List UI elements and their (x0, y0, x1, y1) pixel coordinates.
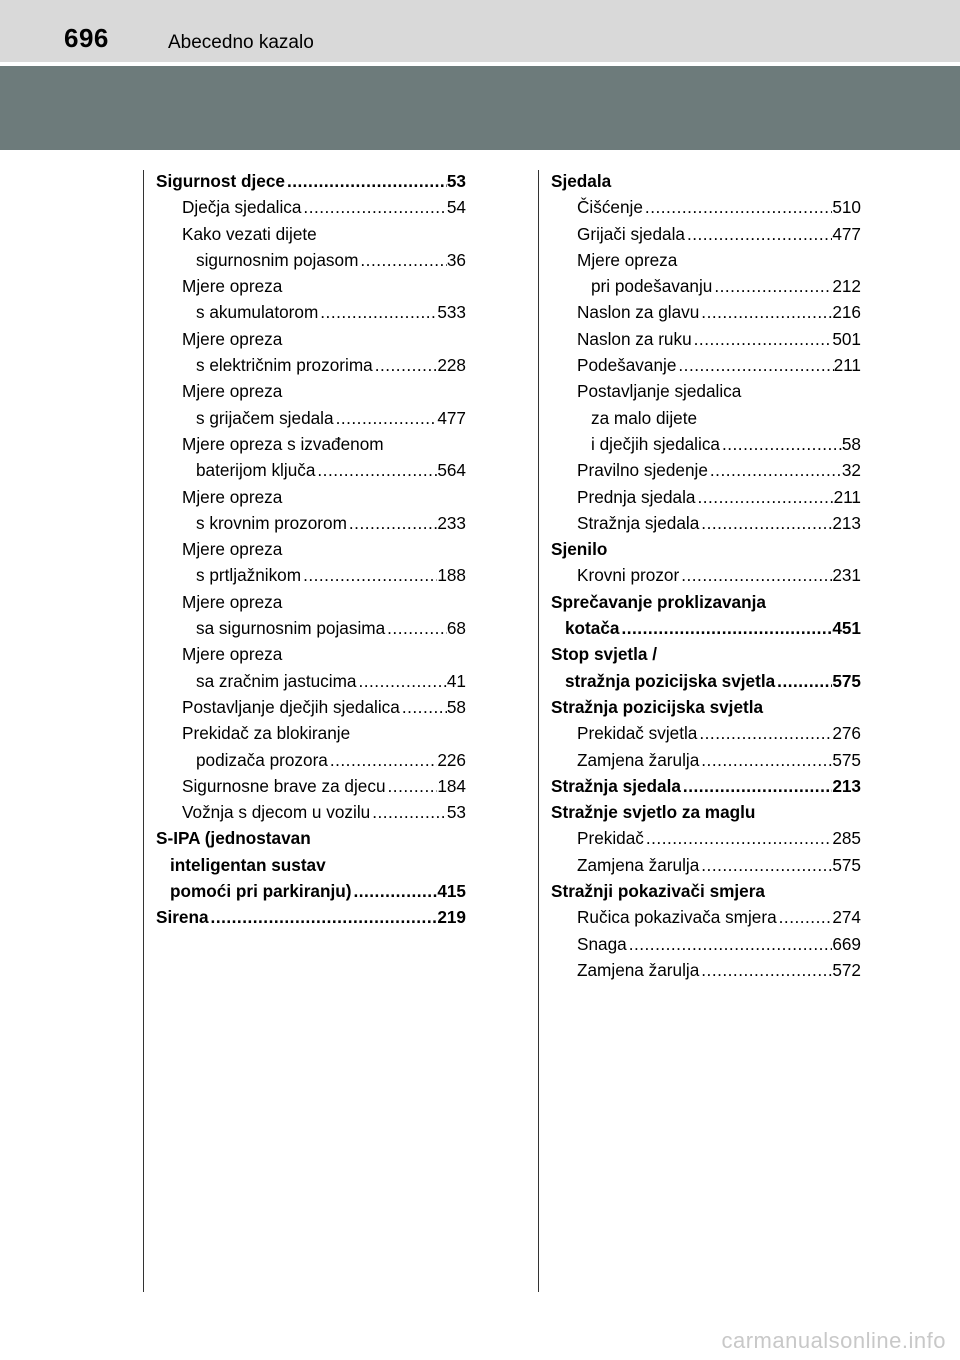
index-entry-text: s krovnim prozorom (196, 512, 347, 533)
index-entry-text: baterijom ključa (196, 460, 316, 481)
index-entry (551, 457, 861, 483)
index-entry (156, 694, 466, 720)
index-entry-page[interactable]: 415 (437, 881, 466, 902)
page-number: 696 (64, 23, 109, 53)
dot-leader (697, 720, 832, 746)
index-entry-page[interactable]: 216 (832, 302, 861, 323)
index-entry-text: Sjedala (551, 171, 612, 191)
dot-leader (676, 352, 833, 378)
index-entry (551, 536, 861, 562)
index-entry-text: Naslon za ruku (577, 328, 692, 349)
index-entry (551, 562, 861, 588)
dot-leader (643, 194, 832, 220)
dot-leader (775, 668, 832, 694)
dot-leader (720, 431, 842, 457)
dot-leader (370, 799, 447, 825)
index-entry-text: Mjere opreza (577, 249, 678, 270)
index-entry-text: sigurnosnim pojasom (196, 249, 359, 270)
index-entry-text: stražnja pozicijska svjetla (565, 670, 776, 691)
index-entry (156, 352, 466, 378)
dot-leader (685, 221, 832, 247)
dot-leader (351, 878, 437, 904)
index-entry-text: inteligentan sustav (170, 854, 326, 875)
index-entry (156, 510, 466, 536)
index-entry-text: Stražnja sjedala (577, 512, 700, 533)
index-column-left (156, 168, 466, 931)
dot-leader (301, 562, 437, 588)
index-entry-page[interactable]: 575 (832, 670, 861, 691)
index-entry-text: s grijačem sjedala (196, 407, 334, 428)
dot-leader (315, 457, 437, 483)
index-entry (551, 852, 861, 878)
index-entry-text: Kako vezati dijete (182, 223, 317, 244)
index-entry (551, 747, 861, 773)
index-entry (551, 299, 861, 325)
index-entry-text: Stražnji pokazivači smjera (551, 881, 765, 902)
index-entry (156, 457, 466, 483)
dot-leader (619, 615, 832, 641)
dot-leader (373, 352, 438, 378)
index-entry-page[interactable]: 477 (437, 407, 466, 428)
index-entry (156, 799, 466, 825)
index-entry-page[interactable]: 231 (832, 565, 861, 586)
index-entry-text: Mjere opreza (182, 381, 283, 402)
index-entry-text: Postavljanje sjedalica (577, 381, 742, 402)
index-entry-text: pomoći pri parkiranju) (170, 881, 352, 902)
index-entry-page[interactable]: 575 (832, 854, 861, 875)
index-entry-text: Stražnja sjedala (551, 775, 681, 796)
dot-leader (699, 299, 832, 325)
index-entry-text: Zamjena žarulja (577, 959, 700, 980)
index-entry-page[interactable]: 669 (832, 933, 861, 954)
index-entry-text: Zamjena žarulja (577, 854, 700, 875)
index-entry (156, 668, 466, 694)
dot-leader (681, 773, 832, 799)
index-entry (551, 326, 861, 352)
watermark: carmanualsonline.info (721, 1328, 946, 1353)
index-entry (156, 378, 466, 404)
index-entry (551, 589, 861, 615)
index-entry (156, 852, 466, 878)
index-entry-page[interactable]: 564 (437, 460, 466, 481)
index-entry (551, 904, 861, 930)
index-entry-text: s prtljažnikom (196, 565, 302, 586)
index-entry-text: kotača (565, 618, 620, 639)
index-entry-text: i dječjih sjedalica (591, 433, 720, 454)
index-entry (551, 221, 861, 247)
index-entry-page[interactable]: 211 (833, 486, 861, 507)
index-entry (156, 720, 466, 746)
index-entry (156, 221, 466, 247)
index-entry (551, 694, 861, 720)
index-entry-text: Mjere opreza (182, 539, 283, 560)
index-entry-text: s akumulatorom (196, 302, 319, 323)
index-entry-text: Mjere opreza s izvađenom (182, 433, 384, 454)
index-entry-text: sa zračnim jastucima (196, 670, 357, 691)
dot-leader (347, 510, 437, 536)
dot-leader (386, 773, 438, 799)
index-entry (551, 878, 861, 904)
index-entry (156, 589, 466, 615)
index-entry-page[interactable]: 572 (832, 959, 861, 980)
index-entry-text: Postavljanje dječjih sjedalica (182, 696, 400, 717)
index-entry-text: Sirena (156, 907, 209, 928)
index-entry-text: Mjere opreza (182, 591, 283, 612)
index-entry (156, 299, 466, 325)
index-entry-page[interactable]: 285 (832, 828, 861, 849)
dot-leader (301, 194, 446, 220)
index-entry-text: Mjere opreza (182, 328, 283, 349)
index-entry (551, 720, 861, 746)
dot-leader (695, 484, 833, 510)
index-entry (156, 247, 466, 273)
index-entry (551, 273, 861, 299)
dot-leader (712, 273, 832, 299)
dot-leader (699, 957, 832, 983)
index-entry-page[interactable]: 36 (446, 249, 466, 270)
index-entry-page[interactable]: 274 (832, 907, 861, 928)
index-entry-text: sa sigurnosnim pojasima (196, 618, 386, 639)
dot-leader (358, 247, 446, 273)
index-entry (156, 484, 466, 510)
index-entry-page[interactable]: 212 (832, 276, 861, 297)
dot-leader (318, 299, 437, 325)
index-entry-page[interactable]: 510 (832, 197, 861, 218)
index-entry (551, 247, 861, 273)
section-title: Abecedno kazalo (168, 32, 314, 53)
index-entry-text: Prekidač (577, 828, 644, 849)
index-entry (156, 641, 466, 667)
index-entry (551, 799, 861, 825)
index-entry-page[interactable]: 54 (446, 197, 466, 218)
index-entry (551, 194, 861, 220)
index-entry-page[interactable]: 451 (832, 618, 861, 639)
index-entry-page[interactable]: 211 (833, 355, 861, 376)
index-entry-page[interactable]: 32 (841, 460, 861, 481)
index-entry (551, 431, 861, 457)
index-entry-page[interactable]: 228 (437, 355, 466, 376)
index-entry (551, 168, 861, 194)
dot-leader (699, 510, 832, 536)
index-entry-page[interactable]: 213 (832, 775, 861, 796)
index-entry (551, 931, 861, 957)
index-entry-page[interactable]: 58 (446, 696, 466, 717)
dot-leader (699, 852, 832, 878)
index-entry-page[interactable]: 53 (446, 802, 466, 823)
index-entry (156, 431, 466, 457)
index-entry-page[interactable]: 68 (446, 618, 466, 639)
index-entry-text: Vožnja s djecom u vozilu (182, 802, 371, 823)
index-entry (156, 773, 466, 799)
index-entry-text: Ručica pokazivača smjera (577, 907, 777, 928)
dot-leader (679, 562, 832, 588)
dot-leader (334, 405, 438, 431)
index-entry-text: pri podešavanju (591, 276, 713, 297)
index-entry (156, 904, 466, 930)
dot-leader (209, 904, 438, 930)
index-entry (156, 536, 466, 562)
dot-leader (285, 168, 447, 194)
index-entry-text: Prekidač svjetla (577, 723, 698, 744)
index-entry-text: Sjenilo (551, 539, 608, 560)
index-entry-page[interactable]: 276 (832, 723, 861, 744)
index-entry (551, 668, 861, 694)
index-entry-text: Podešavanje (577, 355, 677, 376)
index-entry-page[interactable]: 53 (446, 171, 466, 191)
index-entry-page[interactable]: 233 (437, 512, 466, 533)
index-entry-text: Sigurnost djece (156, 171, 285, 191)
index-entry (156, 326, 466, 352)
index-entry-page[interactable]: 477 (832, 223, 861, 244)
dot-leader (708, 457, 842, 483)
index-entry-page[interactable]: 41 (446, 670, 466, 691)
index-entry-text: Stražnja pozicijska svjetla (551, 696, 764, 717)
index-entry-text: Stražnje svjetlo za maglu (551, 802, 756, 823)
index-entry (156, 562, 466, 588)
index-entry-page[interactable]: 58 (841, 433, 861, 454)
index-entry-page[interactable]: 184 (437, 775, 466, 796)
index-entry-text: Krovni prozor (577, 565, 680, 586)
index-entry (551, 957, 861, 983)
left-column-rule (143, 170, 144, 1292)
dot-leader (692, 326, 833, 352)
index-entry-text: Prekidač za blokiranje (182, 723, 351, 744)
index-entry (551, 773, 861, 799)
index-entry (156, 878, 466, 904)
header-band (0, 66, 960, 150)
page-header (0, 0, 960, 62)
index-entry (551, 615, 861, 641)
index-entry-text: Pravilno sjedenje (577, 460, 708, 481)
index-entry (156, 194, 466, 220)
index-entry-text: Mjere opreza (182, 486, 283, 507)
index-entry-text: podizača prozora (196, 749, 328, 770)
index-entry (156, 168, 466, 194)
index-entry (551, 510, 861, 536)
index-entry-page[interactable]: 575 (832, 749, 861, 770)
index-entry (156, 825, 466, 851)
dot-leader (400, 694, 447, 720)
dot-leader (385, 615, 447, 641)
index-entry (551, 641, 861, 667)
right-column-rule (538, 170, 539, 1292)
index-entry-text: Sigurnosne brave za djecu (182, 775, 386, 796)
index-entry-page[interactable]: 533 (437, 302, 466, 323)
index-entry-page[interactable]: 188 (437, 565, 466, 586)
index-entry-text: Sprečavanje proklizavanja (551, 591, 766, 612)
index-entry-page[interactable]: 226 (437, 749, 466, 770)
dot-leader (356, 668, 446, 694)
index-entry-text: Mjere opreza (182, 276, 283, 297)
index-entry-text: Naslon za glavu (577, 302, 700, 323)
index-entry-text: Mjere opreza (182, 644, 283, 665)
index-entry-text: s električnim prozorima (196, 355, 373, 376)
index-entry-text: Snaga (577, 933, 627, 954)
index-entry (156, 405, 466, 431)
index-entry (551, 825, 861, 851)
index-entry-text: Čišćenje (577, 197, 643, 218)
index-entry (156, 615, 466, 641)
index-entry (156, 747, 466, 773)
index-entry (551, 352, 861, 378)
index-entry-text: za malo dijete (591, 407, 698, 428)
dot-leader (777, 904, 833, 930)
index-entry-text: Dječja sjedalica (182, 197, 302, 218)
index-entry-page[interactable]: 213 (832, 512, 861, 533)
index-entry-text: Zamjena žarulja (577, 749, 700, 770)
index-entry-text: Grijači sjedala (577, 223, 685, 244)
dot-leader (644, 825, 832, 851)
index-entry-page[interactable]: 219 (437, 907, 466, 928)
index-entry-page[interactable]: 501 (832, 328, 861, 349)
index-entry-text: Prednja sjedala (577, 486, 696, 507)
index-entry (551, 378, 861, 404)
dot-leader (328, 747, 437, 773)
index-column-right (551, 168, 861, 983)
dot-leader (699, 747, 832, 773)
index-entry (551, 405, 861, 431)
index-entry-text: Stop svjetla / (551, 644, 658, 665)
index-entry (551, 484, 861, 510)
dot-leader (627, 931, 833, 957)
index-entry (156, 273, 466, 299)
index-entry-text: S-IPA (jednostavan (156, 828, 311, 849)
